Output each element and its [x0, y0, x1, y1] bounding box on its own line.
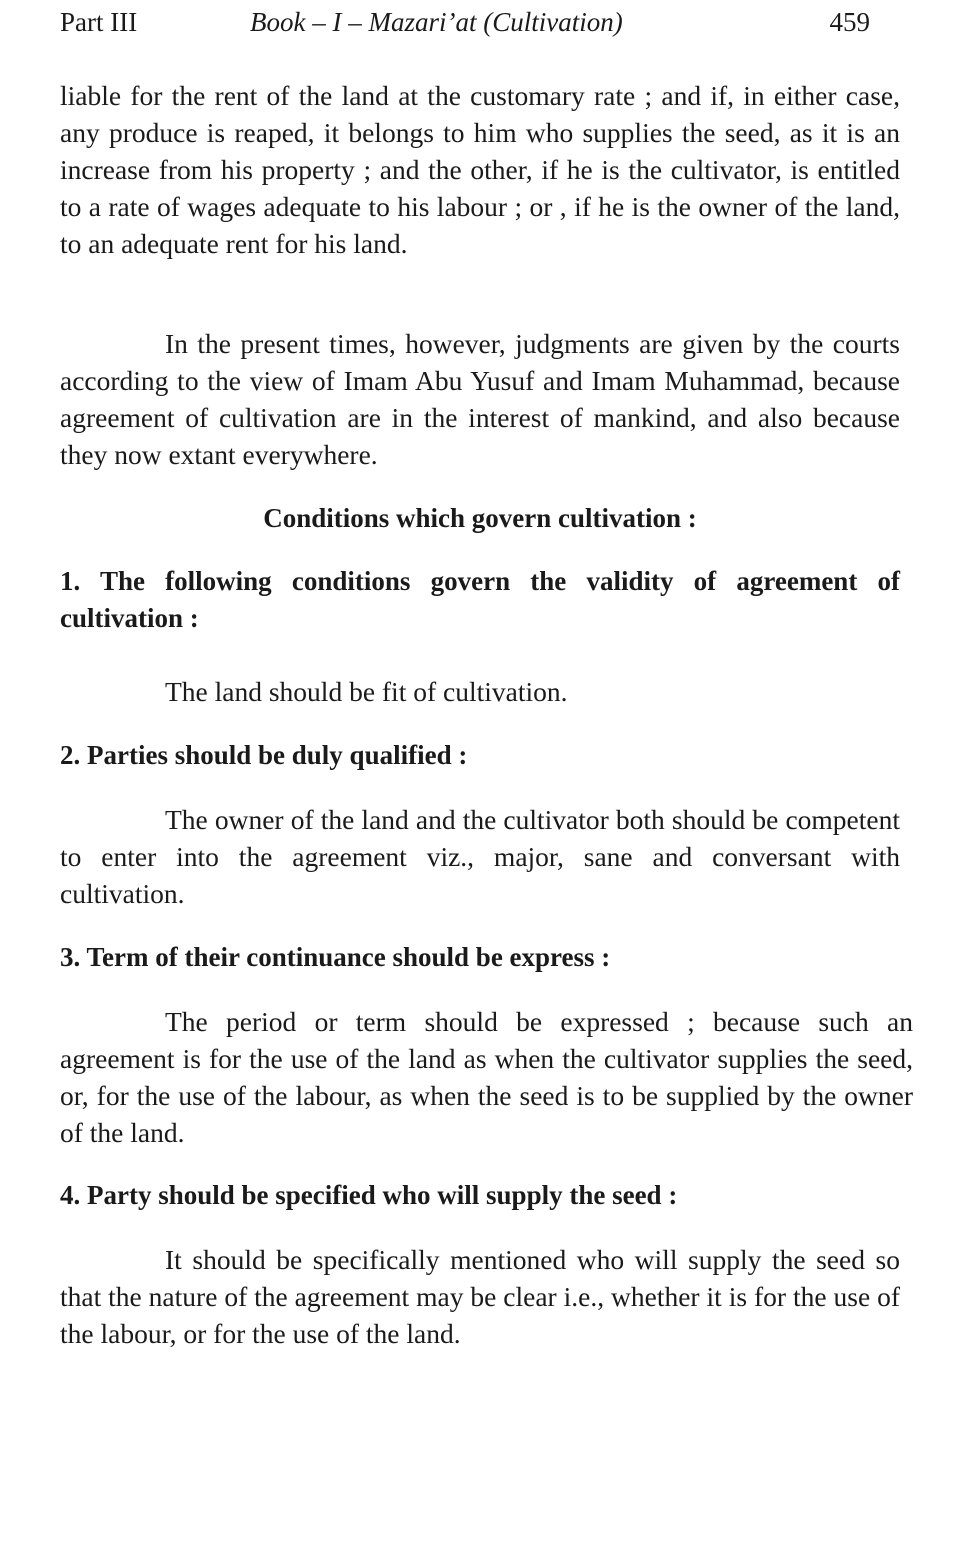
condition-2-heading: 2. Parties should be duly qualified :	[60, 740, 468, 770]
section-heading: Conditions which govern cultivation :	[263, 503, 697, 533]
header-part: Part III	[60, 7, 138, 37]
condition-3-text: The period or term should be expressed ; because such an agreement is for the use of the land as when the cultivator supplies the seed, or, for the use of the labour, as when the seed is to be supplied by the owner of the land.	[60, 1006, 913, 1148]
paragraph-rent-and-produce: liable for the rent of the land at the customary rate ; and if, in either case, any produce is reaped, it belongs to him who supplies the seed, as it is an increase from his property ; and the other, if he is the cultivator, is entitled to a rate of wages adequate to his labour ; or , if he is the owner of the land, to an adequate rent for his land.	[60, 80, 900, 259]
running-header	[60, 2, 870, 42]
paragraph-present-times: In the present times, however, judgments are given by the courts according to the view of Imam Abu Yusuf and Imam Muhammad, because agreement of cultivation are in the interest of mankind, and also because they now extant everywhere.	[60, 328, 900, 470]
header-book-title: Book – I – Mazari’at (Cultivation)	[250, 7, 623, 37]
condition-2-text: The owner of the land and the cultivator both should be competent to enter into the agreement viz., major, sane and conversant with cultivation.	[60, 804, 900, 909]
condition-3-heading: 3. Term of their continuance should be express :	[60, 942, 611, 972]
condition-1-text: The land should be fit of cultivation.	[165, 676, 568, 707]
page-number: 459	[829, 7, 870, 37]
condition-1-heading: 1. The following conditions govern the validity of agreement of cultivation :	[60, 566, 900, 633]
condition-4-text: It should be specifically mentioned who will supply the seed so that the nature of the agreement may be clear i.e., whether it is for the use of the labour, or for the use of the land.	[60, 1244, 900, 1349]
condition-4-heading: 4. Party should be specified who will supply the seed :	[60, 1180, 678, 1210]
